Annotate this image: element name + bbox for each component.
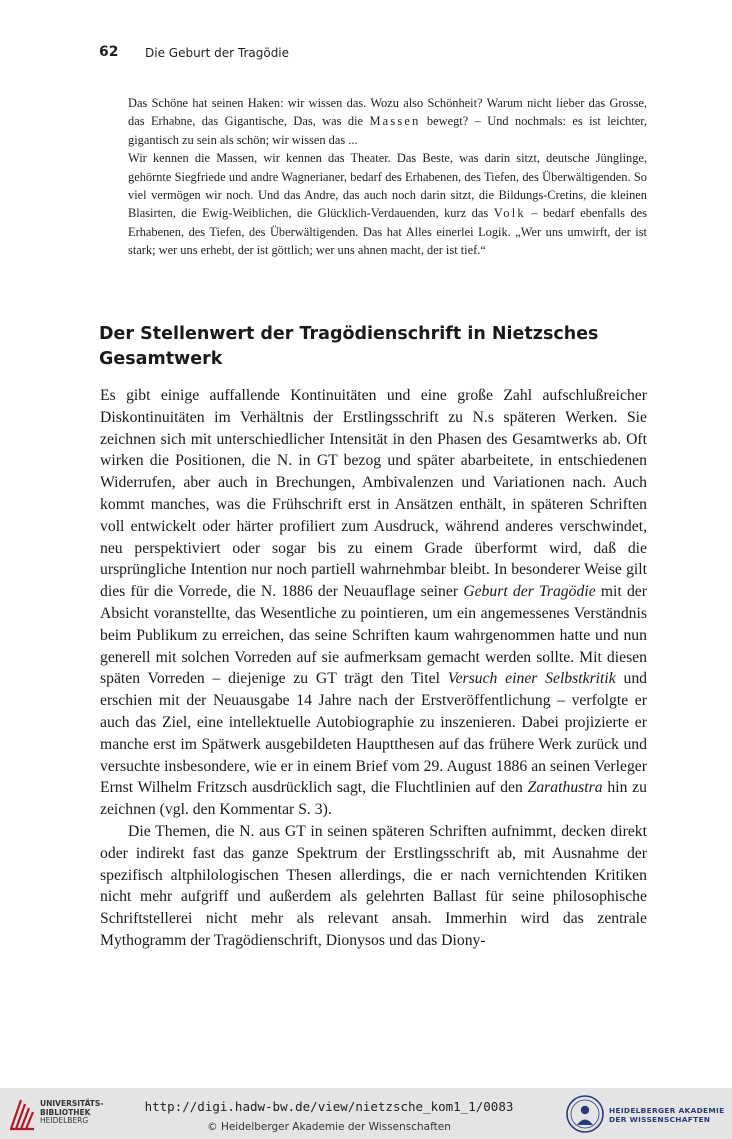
body-paragraph-2: Die Themen, die N. aus GT in seinen späteren Schriften aufnimmt, decken direkt oder indirekt fast das ganze Spektrum der Erstlingsschrift ab, mit Ausnahme der spezifisch altphilologischen Thesen allerdings, die er nach vernichtenden Kritiken nicht mehr aufgriff und außerdem als gelehrten Ballast für seine philosophische Schriftstellerei nicht mehr als relevant ansah. Immerhin wird das zentrale Mythogramm der Tragödienschrift, Dionysos und das Diony- [100, 822, 647, 949]
quote-text: – bedarf ebenfalls des Erhabenen, des Tiefen, des Überwältigenden. Das hat Alles einerlei Logik. „Wer uns umwirft, der ist stark; wer uns erhebt, der ist göttlich; wer uns ahnen macht, der ist tief.“ [128, 206, 648, 258]
quote-text: bewegt? – Und nochmals: es ist leichter, gigantisch zu sein als schön; wir wissen das ... [128, 114, 647, 147]
academy-seal-icon [565, 1094, 605, 1134]
body-text-run: hin zu zeichnen (vgl. den Kommentar S. 3). [100, 779, 647, 819]
section-heading: Der Stellenwert der Tragödienschrift in Nietzsches Gesamtwerk [99, 324, 599, 369]
quote-paragraph-2 [128, 149, 647, 259]
running-title: Die Geburt der Tragödie [145, 46, 290, 60]
quote-spaced-word: Volk [493, 206, 526, 221]
quote-text: Das Schöne hat seinen Haken: wir wissen das. Wozu also Schönheit? Warum nicht lieber das Grosse, das Erhabne, das Gigantische, Das, was die [128, 96, 647, 129]
quote-block [128, 94, 647, 260]
body-paragraph-1 [100, 385, 647, 821]
quote-paragraph-1 [128, 94, 647, 149]
quote-text: Wir kennen die Massen, wir kennen das Theater. Das Beste, was darin sitzt, deutsche Jünglinge, gehörnte Siegfriede und andre Wagnerianer, bedarf des Erhabenen, des Tiefen, des Überwältigenden. So viel vermögen wir noch. Und das Andre, das auch noch darin sitzt, die Bildungs-Cretins, die kleinen Blasirten, die Ewig-Weiblichen, die Glücklich-Verdauenden, kurz das [128, 151, 647, 221]
body-text-run: mit der Absicht voranstellte, das Wesentliche zu pointieren, um ein angemessenes Verständnis beim Publikum zu erreichen, das seine Schriften kaum wahrgenommen hatte und nun generell mit solchen Vorreden auf sie aufmerksam gemacht werden sollte. Mit diesen späten Vorreden – diejenige zu GT trägt den Titel [100, 583, 647, 688]
footer-bar [0, 1088, 732, 1139]
academy-logo-text: HEIDELBERGER AKADEMIE DER WISSENSCHAFTEN [609, 1106, 725, 1124]
work-title-emphasis: Geburt der Tragödie [463, 583, 596, 601]
body-text [100, 385, 647, 952]
academy-logo[interactable] [565, 1092, 730, 1136]
university-library-logo-text: UNIVERSITÄTS- BIBLIOTHEK HEIDELBERG [40, 1099, 104, 1125]
page-number: 62 [99, 44, 119, 60]
page-header [99, 44, 646, 64]
work-title-emphasis: Versuch einer Selbstkritik [447, 670, 616, 688]
footer-url-link[interactable]: http://digi.hadw-bw.de/view/nietzsche_kom1_1/0083 [144, 1099, 514, 1114]
quote-spaced-word: Massen [369, 114, 421, 129]
body-text-run: Es gibt einige auffallende Kontinuitäten und eine große Zahl aufschlußreicher Diskontinuitäten im Verhältnis der Erstlingsschrift zu N.s späteren Werken. Sie zeichnen sich mit unterschiedlicher Intensität in den Phasen des Gesamtwerks ab. Oft wirken die Positionen, die N. in GT bezog und später abarbeitete, in entschiedenen Widerrufen, aber auch in Brechungen, Ambivalenzen und Variationen nach. Auch kommt manches, was die Frühschrift erst in Ansätzen enthält, in späteren Schriften voll entwickelt oder härter profiliert zum Ausdruck, während anderes verschwindet, neu perspektiviert oder sogar bis zu einem Grade überformt wird, daß die ursprüngliche Intention nur noch partiell wahrnehmbar bleibt. In besonderer Weise gilt dies für die Vorrede, die N. 1886 der Neuauflage seiner [100, 387, 647, 601]
footer-copyright: © Heidelberger Akademie der Wissenschaften [207, 1121, 451, 1133]
work-title-emphasis: Zarathustra [527, 779, 603, 797]
body-text-run: und erschien mit der Neuausgabe 14 Jahre nach der Erstveröffentlichung – verfolgte er auch das Ziel, eine intellektuelle Autobiographie zu inszenieren. Dabei projizierte er manche erst im Spätwerk ausgebildeten Hauptthesen auf das frühere Werk zurück und versuchte insbesondere, wie er in einem Brief vom 29. August 1886 an seinen Verleger Ernst Wilhelm Fritzsch ausdrücklich sagt, die Fluchtlinien auf den [100, 670, 648, 797]
